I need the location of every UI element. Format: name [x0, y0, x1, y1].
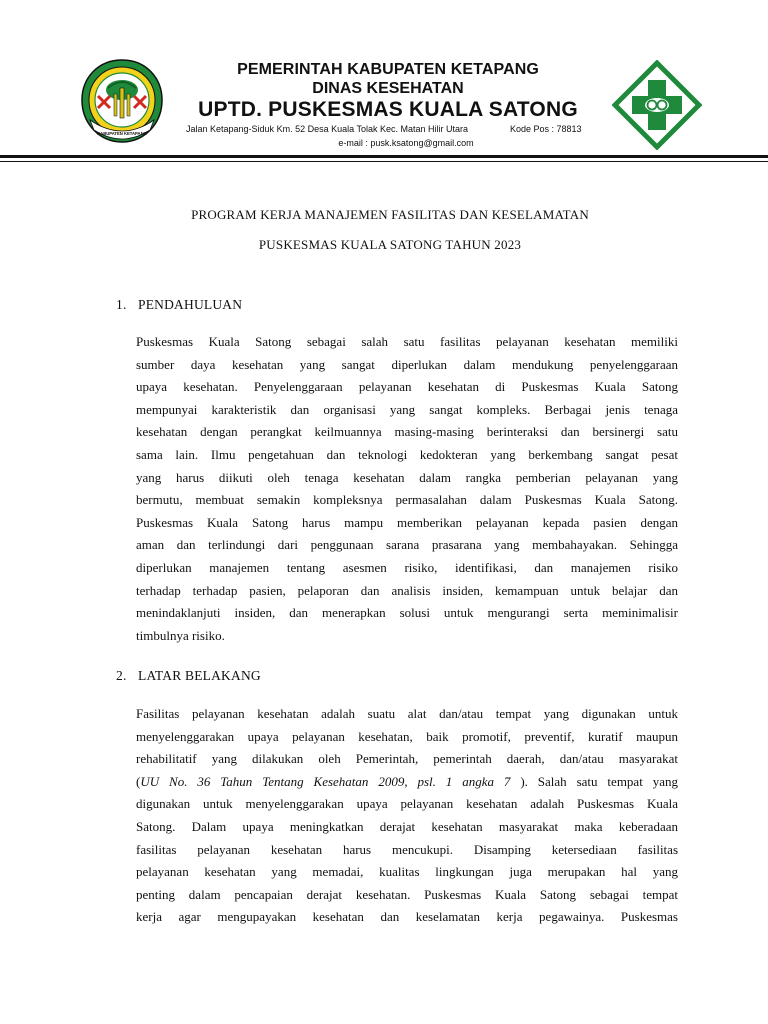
section-title: LATAR BELAKANG [138, 668, 261, 683]
paragraph-line: kerja agar mengupayakan kesehatan dan keselamatan kerja pegawainya. Puskesmas [136, 909, 678, 925]
citation-open: ( [136, 773, 141, 789]
paragraph-line: mempunyai karakteristik dan organisasi yang sangat kompleks. Berbagai jenis tenaga [136, 401, 678, 417]
citation-close: ). Salah satu tempat yang [510, 773, 678, 789]
ketapang-regency-emblem-icon [80, 58, 164, 144]
paragraph-line: sama lain. Ilmu pengetahuan dan teknologi kedokteran yang berkembang sangat pesat [136, 446, 678, 462]
puskesmas-cross-emblem-icon [612, 60, 702, 150]
paragraph-line: kesehatan dengan perangkat keilmuannya masing-masing berinteraksi dan bersinergi satu [136, 424, 678, 440]
emblem-ribbon-text: KABUPATEN KETAPANG [97, 131, 147, 136]
paragraph-line: bermutu, membuat semakin kompleksnya permasalahan dalam Puskesmas Kuala Satong. [136, 492, 678, 508]
paragraph-line: terhadap terhadap pasien, pelaporan dan analisis insiden, kemampuan untuk belajar dan [136, 582, 678, 598]
law-citation: UU No. 36 Tahun Tentang Kesehatan 2009, psl. 1 angka 7 [140, 773, 511, 789]
letterhead [168, 60, 608, 149]
paragraph-line: pelayanan kesehatan yang memadai, kualitas lingkungan juga merupakan hal yang [136, 864, 678, 880]
postcode-text: Kode Pos : 78813 [510, 124, 582, 134]
paragraph-line: penting dalam pencapaian derajat kesehatan. Puskesmas Kuala Satong sebagai tempat [136, 886, 678, 902]
paragraph-line: upaya kesehatan. Penyelenggaraan pelayanan kesehatan di Puskesmas Kuala Satong [136, 379, 678, 395]
paragraph-line: sumber daya kesehatan yang sangat diperlukan dalam mendukung penyelenggaraan [136, 356, 678, 372]
letterhead-divider-thin [0, 161, 768, 162]
address-row [168, 124, 608, 137]
paragraph-line: menyelenggarakan upaya pelayanan kesehatan, baik promotif, preventif, kuratif maupun [136, 728, 678, 744]
citation-line [136, 771, 678, 794]
paragraph-line: rehabilitatif yang dilakukan oleh Pemerintah, pemerintah daerah, dan/atau masyarakat [136, 751, 678, 767]
institution-name: UPTD. PUSKESMAS KUALA SATONG [198, 98, 578, 121]
letterhead-divider-thick [0, 155, 768, 158]
paragraph-line: diperlukan manajemen tentang asesmen risiko, identifikasi, dan manajemen risiko [136, 559, 678, 575]
section-paragraph [136, 703, 678, 929]
section-heading [116, 668, 261, 684]
paragraph-line: timbulnya risiko. [136, 627, 225, 643]
section-paragraph [136, 331, 678, 647]
document-subtitle: PUSKESMAS KUALA SATONG TAHUN 2023 [258, 237, 522, 252]
paragraph-line: aman dan terlindungi dari penggunaan sarana prasarana yang membahayakan. Sehingga [136, 537, 678, 553]
paragraph-line: Puskesmas Kuala Satong harus mampu memberikan pelayanan kepada pasien dengan [136, 514, 678, 530]
paragraph-line: Fasilitas pelayanan kesehatan adalah suatu alat dan/atau tempat yang digunakan untuk [136, 706, 678, 721]
paragraph-line: menindaklanjuti insiden, dan menerapkan solusi untuk mengurangi serta meminimalisir [136, 605, 678, 621]
section-title: PENDAHULUAN [138, 297, 243, 312]
department-name: DINAS KESEHATAN [312, 80, 464, 97]
paragraph-line: yang harus diikuti oleh tenaga kesehatan dalam rangka pemberian pelayanan yang [136, 469, 678, 485]
paragraph-line: digunakan untuk menyelenggarakan upaya pelayanan kesehatan adalah Puskesmas Kuala [136, 796, 678, 812]
email-text: e-mail : pusk.ksatong@gmail.com [338, 138, 474, 148]
paragraph-line: Satong. Dalam upaya meningkatkan derajat kesehatan masyarakat maka keberadaan [136, 818, 678, 834]
address-text: Jalan Ketapang-Siduk Km. 52 Desa Kuala Tolak Kec. Matan Hilir Utara [186, 124, 468, 134]
paragraph-line: fasilitas pelayanan kesehatan harus mencukupi. Disamping ketersediaan fasilitas [136, 841, 678, 857]
section-number: 2. [116, 668, 127, 683]
section-number: 1. [116, 297, 127, 312]
section-heading [116, 297, 242, 313]
paragraph-line: Puskesmas Kuala Satong sebagai salah satu fasilitas pelayanan kesehatan memiliki [136, 334, 678, 349]
government-name: PEMERINTAH KABUPATEN KETAPANG [237, 61, 539, 78]
document-title: PROGRAM KERJA MANAJEMEN FASILITAS DAN KESELAMATAN [191, 207, 589, 222]
